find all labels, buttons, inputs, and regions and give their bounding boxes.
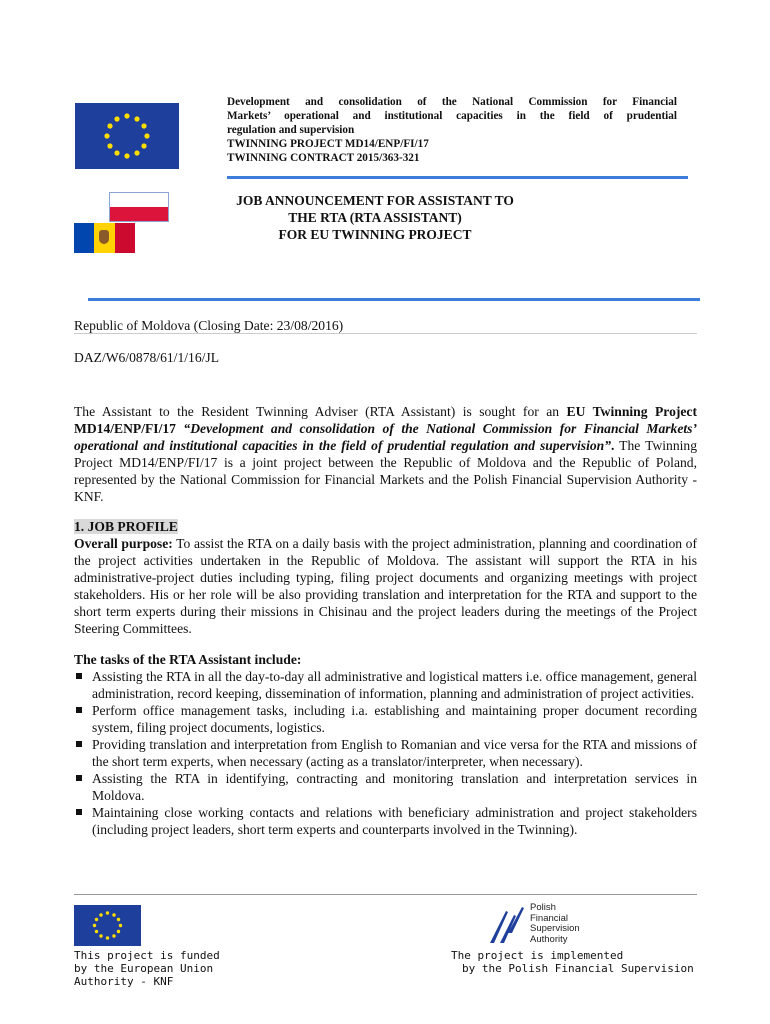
footer-left-text bbox=[74, 949, 220, 988]
bullet-icon bbox=[76, 741, 82, 747]
location-underline bbox=[74, 333, 697, 334]
footer-right-line-2: by the Polish Financial Supervision bbox=[462, 962, 694, 975]
knf-line-2: Financial bbox=[530, 912, 569, 924]
intro-text-1: The Assistant to the Resident Twinning Adviser (RTA Assistant) is sought for an bbox=[74, 404, 567, 419]
job-profile-heading: 1. JOB PROFILE bbox=[74, 519, 178, 534]
bullet-icon bbox=[76, 809, 82, 815]
title-line-2: THE RTA (RTA ASSISTANT) bbox=[288, 210, 462, 225]
eu-flag-logo bbox=[75, 103, 179, 169]
footer-rule bbox=[74, 894, 697, 895]
bullet-icon bbox=[76, 775, 82, 781]
footer-left-line-3: Authority - KNF bbox=[74, 975, 174, 988]
bullet-icon bbox=[76, 673, 82, 679]
title-rule bbox=[88, 298, 700, 301]
intro-text-2: The Twinning Project MD14/ENP/FI/17 is a joint project between the Republic of Moldova and the Republic of Poland, represented by the National Commission for Financial Markets and the Polish Financial Supervision Authority - KNF. bbox=[74, 438, 697, 504]
list-item: Maintaining close working contacts and relations with beneficiary administration and project stakeholders (including project leaders, short term experts and counterparts involved in the Twinning). bbox=[74, 804, 697, 838]
announcement-title bbox=[200, 192, 550, 243]
knf-line-4: Authority bbox=[530, 933, 568, 945]
poland-flag bbox=[109, 192, 169, 222]
header-line-4: TWINNING PROJECT MD14/ENP/FI/17 bbox=[227, 138, 429, 150]
list-item: Assisting the RTA in identifying, contracting and monitoring translation and interpretation services in Moldova. bbox=[74, 770, 697, 804]
footer-right-text bbox=[451, 949, 694, 975]
list-item: Perform office management tasks, including i.a. establishing and maintaining proper document recording system, filing project documents, logistics. bbox=[74, 702, 697, 736]
job-profile-section bbox=[74, 518, 697, 838]
moldova-flag bbox=[74, 223, 135, 253]
title-line-3: FOR EU TWINNING PROJECT bbox=[278, 227, 472, 242]
header-project-text bbox=[227, 95, 677, 165]
header-rule bbox=[227, 176, 688, 179]
header-line-1: Development and consolidation of the National Commission for Financial bbox=[227, 96, 677, 108]
overall-purpose-paragraph bbox=[74, 535, 697, 637]
knf-logo bbox=[486, 903, 596, 947]
location-closing-date: Republic of Moldova (Closing Date: 23/08/2016) bbox=[74, 318, 344, 333]
footer-left-line-1: This project is funded bbox=[74, 949, 220, 962]
list-item: Providing translation and interpretation from English to Romanian and vice versa for the RTA and missions of the short term experts, when necessary (acting as a translator/interpreter, when necessary). bbox=[74, 736, 697, 770]
knf-line-1: Polish bbox=[530, 902, 556, 913]
bullet-icon bbox=[76, 707, 82, 713]
intro-project-code: EU Twinning Project MD14/ENP/FI/17 bbox=[74, 404, 697, 436]
intro-paragraph bbox=[74, 403, 697, 505]
overall-purpose-label: Overall purpose: bbox=[74, 536, 173, 551]
header-line-3: regulation and supervision bbox=[227, 124, 355, 136]
footer-eu-stars bbox=[74, 905, 141, 946]
eu-stars bbox=[75, 103, 179, 169]
header-line-2: Markets’ operational and institutional capacities in the field of prudential bbox=[227, 110, 677, 122]
knf-line-3: Supervision bbox=[530, 923, 580, 934]
tasks-list bbox=[74, 668, 697, 838]
tasks-heading: The tasks of the RTA Assistant include: bbox=[74, 652, 302, 667]
intro-period: . bbox=[611, 438, 615, 453]
list-item: Assisting the RTA in all the day-to-day all administrative and logistical matters i.e. office management, general administration, record keeping, dissemination of information, planning and administration of project activities. bbox=[74, 668, 697, 702]
footer-right-line-1: The project is implemented bbox=[451, 949, 624, 962]
footer-left-line-2: by the European Union bbox=[74, 962, 214, 975]
footer-eu-flag-logo bbox=[74, 905, 141, 946]
reference-number: DAZ/W6/0878/61/1/16/JL bbox=[74, 350, 219, 365]
moldova-coat-of-arms-icon bbox=[99, 230, 109, 244]
intro-project-title: “Development and consolidation of the National Commission for Financial Markets’ operational and institutional capacities in the field of prudential regulation and supervision” bbox=[74, 421, 697, 453]
header-line-5: TWINNING CONTRACT 2015/363-321 bbox=[227, 152, 420, 164]
overall-purpose-text: To assist the RTA on a daily basis with the project administration, planning and coordination of the project activities undertaken in the Republic of Moldova. The assistant will support the RTA in his administrative-project duties including typing, filing project documents and organizing meetings with project stakeholders. His or her role will be also providing translation and interpretation for the RTA and support to the short term experts during their missions in Chisinau and the project leaders during the meetings of the Project Steering Committees. bbox=[74, 536, 697, 636]
knf-emblem-icon bbox=[486, 903, 530, 947]
title-line-1: JOB ANNOUNCEMENT FOR ASSISTANT TO bbox=[236, 193, 514, 208]
